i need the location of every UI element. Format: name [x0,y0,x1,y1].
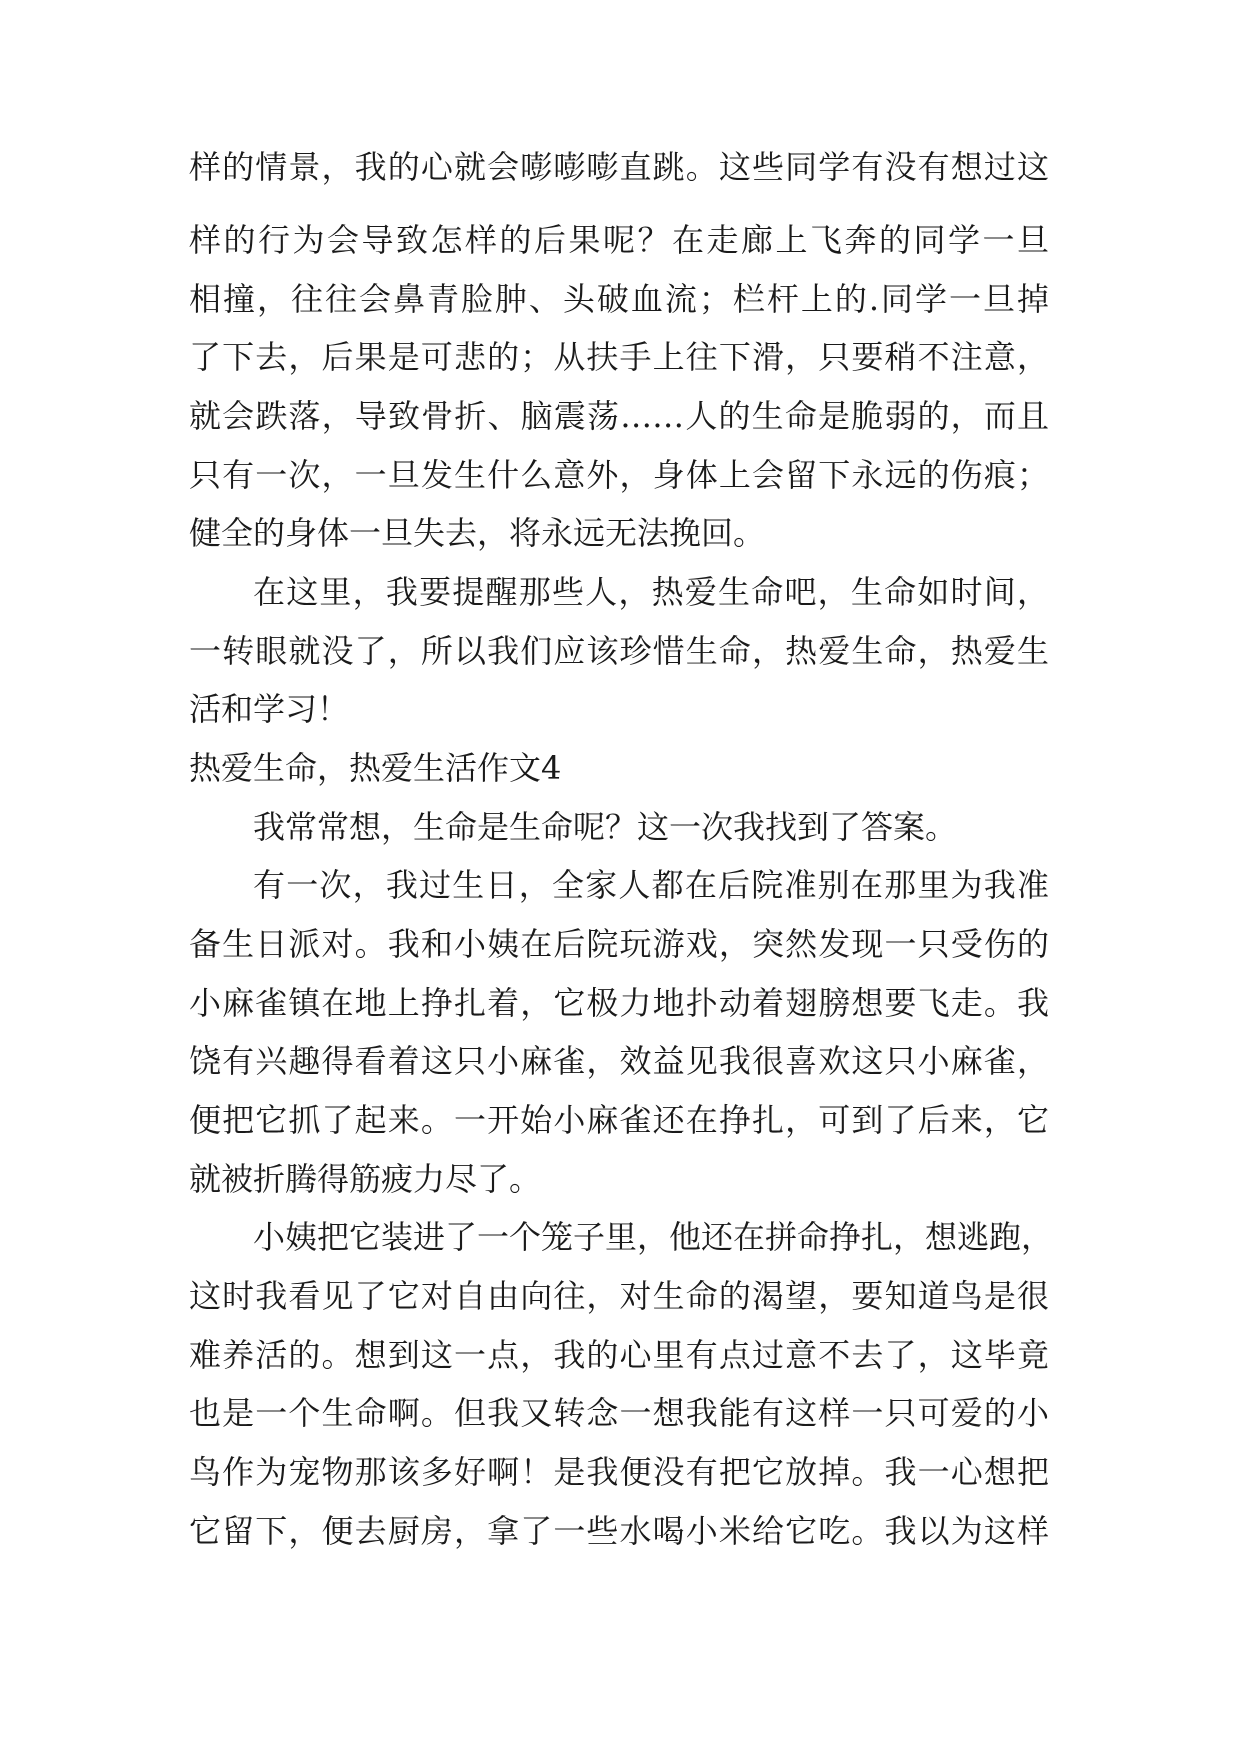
text-line: 便把它抓了起来。一开始小麻雀还在挣扎，可到了后来，它 [189,1101,1049,1139]
text-line: 小麻雀镇在地上挣扎着，它极力地扑动着翅膀想要飞走。我 [189,984,1049,1022]
text-line: 了下去，后果是可悲的；从扶手上往下滑，只要稍不注意， [189,338,1049,376]
text-line: 在这里，我要提醒那些人，热爱生命吧，生命如时间， [253,573,1049,611]
text-line: 活和学习！ [189,690,350,728]
text-line: 就会跌落，导致骨折、脑震荡……人的生命是脆弱的，而且 [189,397,1049,435]
text-line: 样的情景，我的心就会嘭嘭嘭直跳。这些同学有没有想过这 [189,148,1049,186]
text-line: 健全的身体一旦失去，将永远无法挽回。 [189,514,766,552]
text-line: 它留下，便去厨房，拿了一些水喝小米给它吃。我以为这样 [189,1512,1049,1550]
text-line: 难养活的。想到这一点，我的心里有点过意不去了，这毕竟 [189,1336,1049,1374]
text-line: 样的行为会导致怎样的后果呢？在走廊上飞奔的同学一旦 [189,221,1049,259]
text-line: 有一次，我过生日，全家人都在后院准别在那里为我准 [253,866,1049,904]
text-line: 只有一次，一旦发生什么意外，身体上会留下永远的伤痕； [189,456,1049,494]
text-line: 饶有兴趣得看着这只小麻雀，效益见我很喜欢这只小麻雀， [189,1042,1049,1080]
text-line: 也是一个生命啊。但我又转念一想我能有这样一只可爱的小 [189,1394,1049,1432]
section-heading: 热爱生命，热爱生活作文4 [189,749,562,787]
text-line: 鸟作为宠物那该多好啊！是我便没有把它放掉。我一心想把 [189,1453,1049,1491]
text-line: 备生日派对。我和小姨在后院玩游戏，突然发现一只受伤的 [189,925,1049,963]
text-line: 就被折腾得筋疲力尽了。 [189,1160,542,1198]
text-line: 我常常想，生命是生命呢？这一次我找到了答案。 [253,808,958,846]
text-line: 一转眼就没了，所以我们应该珍惜生命，热爱生命，热爱生 [189,632,1049,670]
text-line: 这时我看见了它对自由向往，对生命的渴望，要知道鸟是很 [189,1277,1049,1315]
text-line: 相撞，往往会鼻青脸肿、头破血流；栏杆上的.同学一旦掉 [189,280,1049,318]
text-line: 小姨把它装进了一个笼子里，他还在拼命挣扎，想逃跑， [253,1218,1054,1256]
